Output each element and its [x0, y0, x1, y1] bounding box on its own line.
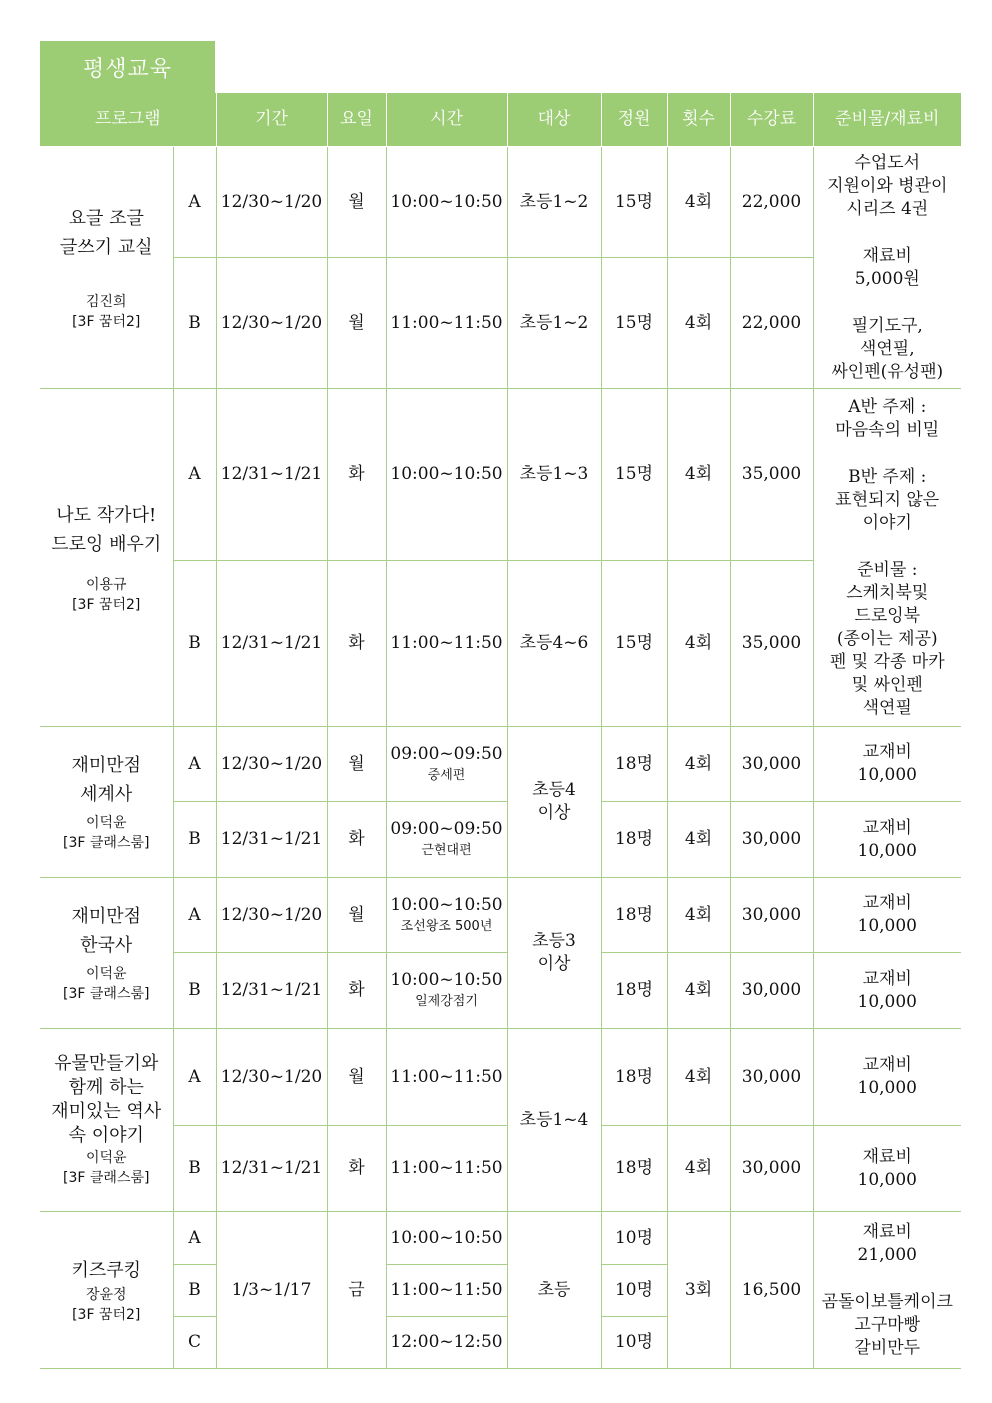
materials-line: 표현되지 않은 [835, 489, 940, 510]
target-cell: 초등1~2 [507, 147, 601, 258]
materials-line: 및 싸인펜 [851, 674, 923, 695]
time-value: 10:00~10:50 [390, 894, 503, 915]
header-period: 기간 [216, 93, 327, 147]
day-cell: 화 [327, 953, 386, 1029]
program-name-line: 요글 조글 [68, 207, 144, 229]
room-name: [3F 꿈터2] [72, 1306, 141, 1323]
count-cell: 4회 [667, 802, 730, 878]
time-cell: 11:00~11:50 [386, 1265, 507, 1317]
materials-line: 싸인펜(유성팬) [831, 361, 944, 382]
materials-cell [813, 1126, 961, 1212]
teacher-name: 장윤정 [85, 1286, 127, 1303]
target-cell: 초등1~4 [507, 1029, 601, 1212]
program-name-line: 세계사 [80, 784, 133, 805]
header-day: 요일 [327, 93, 386, 147]
class-cell: A [173, 1212, 216, 1265]
class-cell: A [173, 389, 216, 561]
materials-cell [813, 727, 961, 802]
count-cell: 4회 [667, 1126, 730, 1212]
materials-spacer [816, 291, 960, 315]
time-cell: 10:00~10:50 [386, 389, 507, 561]
class-cell: A [173, 1029, 216, 1126]
program-name-line: 나도 작가다! [56, 504, 157, 526]
materials-line: (종이는 제공) [836, 628, 938, 649]
room-name: [3F 꿈터2] [72, 313, 141, 330]
program-name-line: 글쓰기 교실 [59, 236, 153, 258]
program-name-cell [40, 1029, 173, 1212]
class-cell: C [173, 1317, 216, 1369]
materials-line: 10,000 [857, 916, 917, 936]
header-count: 횟수 [667, 93, 730, 147]
teacher-name: 김진희 [85, 293, 127, 310]
time-cell [386, 878, 507, 953]
day-cell: 월 [327, 1029, 386, 1126]
header-program: 프로그램 [40, 93, 216, 147]
period-cell: 12/30~1/20 [216, 1029, 327, 1126]
teacher-name: 이덕윤 [85, 1150, 127, 1166]
table-row [40, 147, 961, 258]
materials-line: 색연필, [859, 338, 915, 359]
materials-line: 곰돌이보틀케이크 [821, 1291, 953, 1312]
materials-line: 10,000 [857, 1169, 917, 1190]
time-cell [386, 727, 507, 802]
period-cell: 1/3~1/17 [216, 1212, 327, 1369]
materials-line: 21,000 [857, 1244, 917, 1265]
materials-line: 재료비 [862, 1221, 912, 1242]
fee-cell: 30,000 [730, 953, 813, 1029]
count-cell: 4회 [667, 389, 730, 561]
time-cell: 11:00~11:50 [386, 1126, 507, 1212]
materials-cell [813, 147, 961, 389]
header-row [40, 93, 961, 147]
materials-cell [813, 802, 961, 878]
day-cell: 금 [327, 1212, 386, 1369]
fee-cell: 30,000 [730, 1029, 813, 1126]
materials-line: 스케치북및 [846, 582, 929, 603]
header-time: 시간 [386, 93, 507, 147]
capacity-cell: 10명 [601, 1265, 667, 1317]
header-target: 대상 [507, 93, 601, 147]
target-cell: 초등 [507, 1212, 601, 1369]
class-cell: A [173, 147, 216, 258]
period-cell: 12/30~1/20 [216, 147, 327, 258]
table-row [40, 727, 961, 802]
class-cell: A [173, 878, 216, 953]
time-cell [386, 953, 507, 1029]
program-name-line: 유물만들기와 [54, 1053, 159, 1074]
table-row [40, 1029, 961, 1126]
program-name-cell [40, 727, 173, 878]
count-cell: 4회 [667, 258, 730, 389]
day-cell: 월 [327, 258, 386, 389]
capacity-cell: 18명 [601, 953, 667, 1029]
class-cell: B [173, 561, 216, 727]
materials-cell [813, 1029, 961, 1126]
target-line: 초등3 [532, 931, 576, 951]
program-name-line: 재미만점 [71, 906, 142, 927]
materials-line: 마음속의 비밀 [835, 419, 940, 440]
target-cell: 초등4~6 [507, 561, 601, 727]
class-cell: B [173, 1265, 216, 1317]
fee-cell: 16,500 [730, 1212, 813, 1369]
day-cell: 월 [327, 878, 386, 953]
time-subtitle: 중세편 [427, 767, 466, 783]
materials-line: 10,000 [857, 765, 917, 785]
materials-spacer [816, 1267, 960, 1291]
materials-cell [813, 1212, 961, 1369]
materials-line: 시리즈 4권 [846, 198, 929, 219]
materials-line: 교재비 [862, 893, 912, 913]
materials-line: 재료비 [862, 245, 912, 266]
day-cell: 화 [327, 802, 386, 878]
materials-line: 재료비 [862, 1146, 912, 1167]
program-name-line: 키즈쿠킹 [71, 1259, 142, 1281]
materials-line: 10,000 [857, 840, 917, 861]
time-cell: 10:00~10:50 [386, 147, 507, 258]
time-cell: 11:00~11:50 [386, 561, 507, 727]
materials-line: A반 주제 : [848, 396, 927, 417]
time-value: 09:00~09:50 [390, 819, 503, 839]
fee-cell: 30,000 [730, 878, 813, 953]
fee-cell: 22,000 [730, 147, 813, 258]
materials-line: 5,000원 [854, 268, 920, 289]
program-name-cell [40, 878, 173, 1029]
capacity-cell: 15명 [601, 389, 667, 561]
materials-line: 교재비 [862, 968, 912, 989]
header-fee: 수강료 [730, 93, 813, 147]
day-cell: 월 [327, 147, 386, 258]
materials-cell [813, 389, 961, 727]
time-subtitle: 근현대편 [421, 843, 472, 858]
capacity-cell: 18명 [601, 1029, 667, 1126]
materials-line: 필기도구, [851, 315, 923, 336]
count-cell: 4회 [667, 1029, 730, 1126]
program-name-cell [40, 389, 173, 727]
day-cell: 화 [327, 561, 386, 727]
count-cell: 4회 [667, 953, 730, 1029]
capacity-cell: 18명 [601, 878, 667, 953]
period-cell: 12/31~1/21 [216, 953, 327, 1029]
fee-cell: 30,000 [730, 727, 813, 802]
program-name-cell [40, 1212, 173, 1369]
target-cell: 초등1~3 [507, 389, 601, 561]
fee-cell: 35,000 [730, 389, 813, 561]
materials-line: 교재비 [862, 742, 912, 762]
materials-line: 색연필 [862, 697, 912, 718]
target-line: 이상 [537, 954, 571, 974]
materials-line: 고구마빵 [854, 1314, 921, 1335]
materials-spacer [816, 442, 960, 466]
program-name-line: 드로잉 배우기 [51, 533, 162, 555]
room-name: [3F 클래스룸] [63, 1170, 150, 1186]
capacity-cell: 18명 [601, 1126, 667, 1212]
materials-cell [813, 953, 961, 1029]
capacity-cell: 10명 [601, 1317, 667, 1369]
materials-line: 펜 및 각종 마카 [829, 651, 945, 672]
program-name-line: 한국사 [80, 935, 133, 956]
target-line: 이상 [537, 803, 571, 823]
count-cell: 4회 [667, 878, 730, 953]
target-cell [507, 878, 601, 1029]
materials-line: 갈비만두 [854, 1337, 921, 1358]
materials-line: B반 주제 : [848, 466, 927, 487]
day-cell: 화 [327, 389, 386, 561]
fee-cell: 30,000 [730, 802, 813, 878]
capacity-cell: 15명 [601, 258, 667, 389]
day-cell: 월 [327, 727, 386, 802]
fee-cell: 30,000 [730, 1126, 813, 1212]
table-row [40, 389, 961, 561]
materials-line: 수업도서 [854, 152, 921, 173]
header-materials: 준비물/재료비 [813, 93, 961, 147]
target-cell [507, 727, 601, 878]
materials-line: 10,000 [857, 991, 917, 1012]
program-name-line: 재미만점 [71, 755, 142, 776]
program-schedule-table [40, 93, 961, 1369]
count-cell: 4회 [667, 147, 730, 258]
materials-line: 이야기 [862, 512, 912, 533]
table-row [40, 1126, 961, 1212]
table-row [40, 878, 961, 953]
fee-cell: 22,000 [730, 258, 813, 389]
materials-line: 10,000 [857, 1078, 917, 1098]
count-cell: 4회 [667, 727, 730, 802]
time-cell: 11:00~11:50 [386, 258, 507, 389]
target-cell: 초등1~2 [507, 258, 601, 389]
program-name-line: 함께 하는 [68, 1077, 144, 1098]
section-title: 평생교육 [40, 41, 215, 93]
teacher-name: 이용규 [85, 576, 127, 593]
time-value: 10:00~10:50 [390, 970, 503, 990]
program-name-cell [40, 147, 173, 389]
capacity-cell: 15명 [601, 147, 667, 258]
materials-cell [813, 878, 961, 953]
room-name: [3F 꿈터2] [72, 596, 141, 613]
program-name-line: 속 이야기 [68, 1125, 144, 1146]
period-cell: 12/30~1/20 [216, 878, 327, 953]
class-cell: A [173, 727, 216, 802]
time-cell: 11:00~11:50 [386, 1029, 507, 1126]
materials-line: 지원이와 병관이 [827, 175, 948, 196]
table-row [40, 802, 961, 878]
period-cell: 12/31~1/21 [216, 1126, 327, 1212]
materials-line: 교재비 [862, 1055, 912, 1075]
materials-spacer [816, 221, 960, 245]
time-value: 09:00~09:50 [390, 743, 503, 764]
target-line: 초등4 [532, 780, 576, 800]
class-cell: B [173, 953, 216, 1029]
time-cell: 10:00~10:50 [386, 1212, 507, 1265]
day-cell: 화 [327, 1126, 386, 1212]
period-cell: 12/31~1/21 [216, 561, 327, 727]
materials-line: 교재비 [862, 817, 912, 838]
materials-line: 준비물 : [857, 559, 918, 580]
table-row [40, 953, 961, 1029]
capacity-cell: 18명 [601, 802, 667, 878]
teacher-name: 이덕윤 [85, 815, 127, 831]
fee-cell: 35,000 [730, 561, 813, 727]
table-row [40, 1212, 961, 1265]
period-cell: 12/30~1/20 [216, 258, 327, 389]
program-name-line: 재미있는 역사 [51, 1101, 162, 1122]
period-cell: 12/31~1/21 [216, 389, 327, 561]
time-cell: 12:00~12:50 [386, 1317, 507, 1369]
period-cell: 12/30~1/20 [216, 727, 327, 802]
header-capacity: 정원 [601, 93, 667, 147]
time-subtitle: 일제강점기 [415, 994, 478, 1009]
teacher-name: 이덕윤 [85, 966, 127, 982]
class-cell: B [173, 258, 216, 389]
room-name: [3F 클래스룸] [63, 835, 150, 851]
class-cell: B [173, 1126, 216, 1212]
room-name: [3F 클래스룸] [63, 986, 150, 1002]
capacity-cell: 15명 [601, 561, 667, 727]
capacity-cell: 10명 [601, 1212, 667, 1265]
count-cell: 3회 [667, 1212, 730, 1369]
class-cell: B [173, 802, 216, 878]
materials-line: 드로잉북 [854, 605, 921, 626]
capacity-cell: 18명 [601, 727, 667, 802]
time-subtitle: 조선왕조 500년 [400, 918, 493, 934]
materials-spacer [816, 535, 960, 559]
period-cell: 12/31~1/21 [216, 802, 327, 878]
time-cell [386, 802, 507, 878]
count-cell: 4회 [667, 561, 730, 727]
